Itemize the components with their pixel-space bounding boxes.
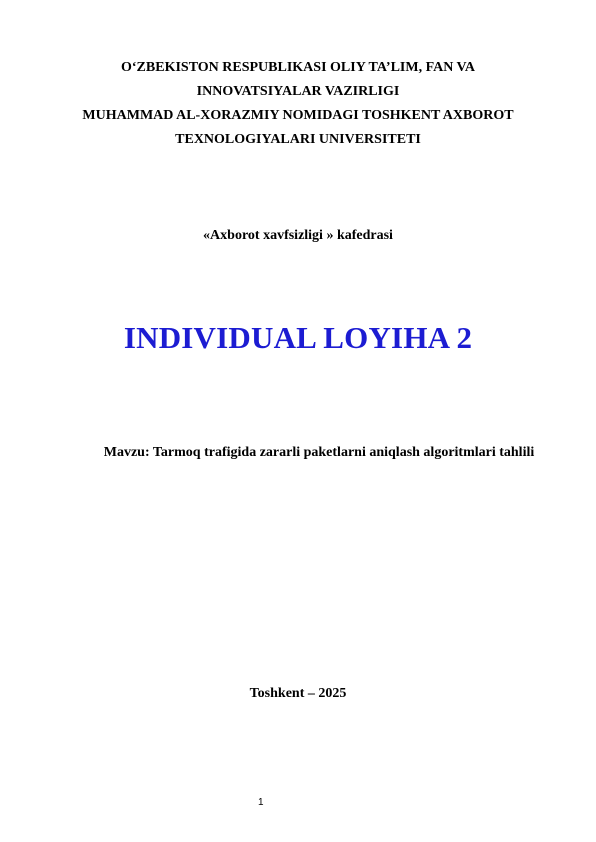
topic-line: Mavzu: Tarmoq trafigida zararli paketlarni aniqlash algoritmlari tahlili (103, 445, 535, 460)
header-line-ministry: O‘ZBEKISTON RESPUBLIKASI OLIY TA’LIM, FAN VA (121, 60, 475, 75)
header-line-ministry-cont: INNOVATSIYALAR VAZIRLIGI (196, 84, 400, 99)
page-number: 1 (258, 797, 264, 808)
header-line-university: MUHAMMAD AL-XORAZMIY NOMIDAGI TOSHKENT AXBOROT (82, 108, 514, 123)
city-year: Toshkent – 2025 (249, 686, 347, 701)
project-title: INDIVIDUAL LOYIHA 2 (123, 320, 473, 355)
header-line-university-cont: TEXNOLOGIYALARI UNIVERSITETI (175, 132, 421, 147)
department-name: «Axborot xavfsizligi » kafedrasi (203, 228, 393, 243)
